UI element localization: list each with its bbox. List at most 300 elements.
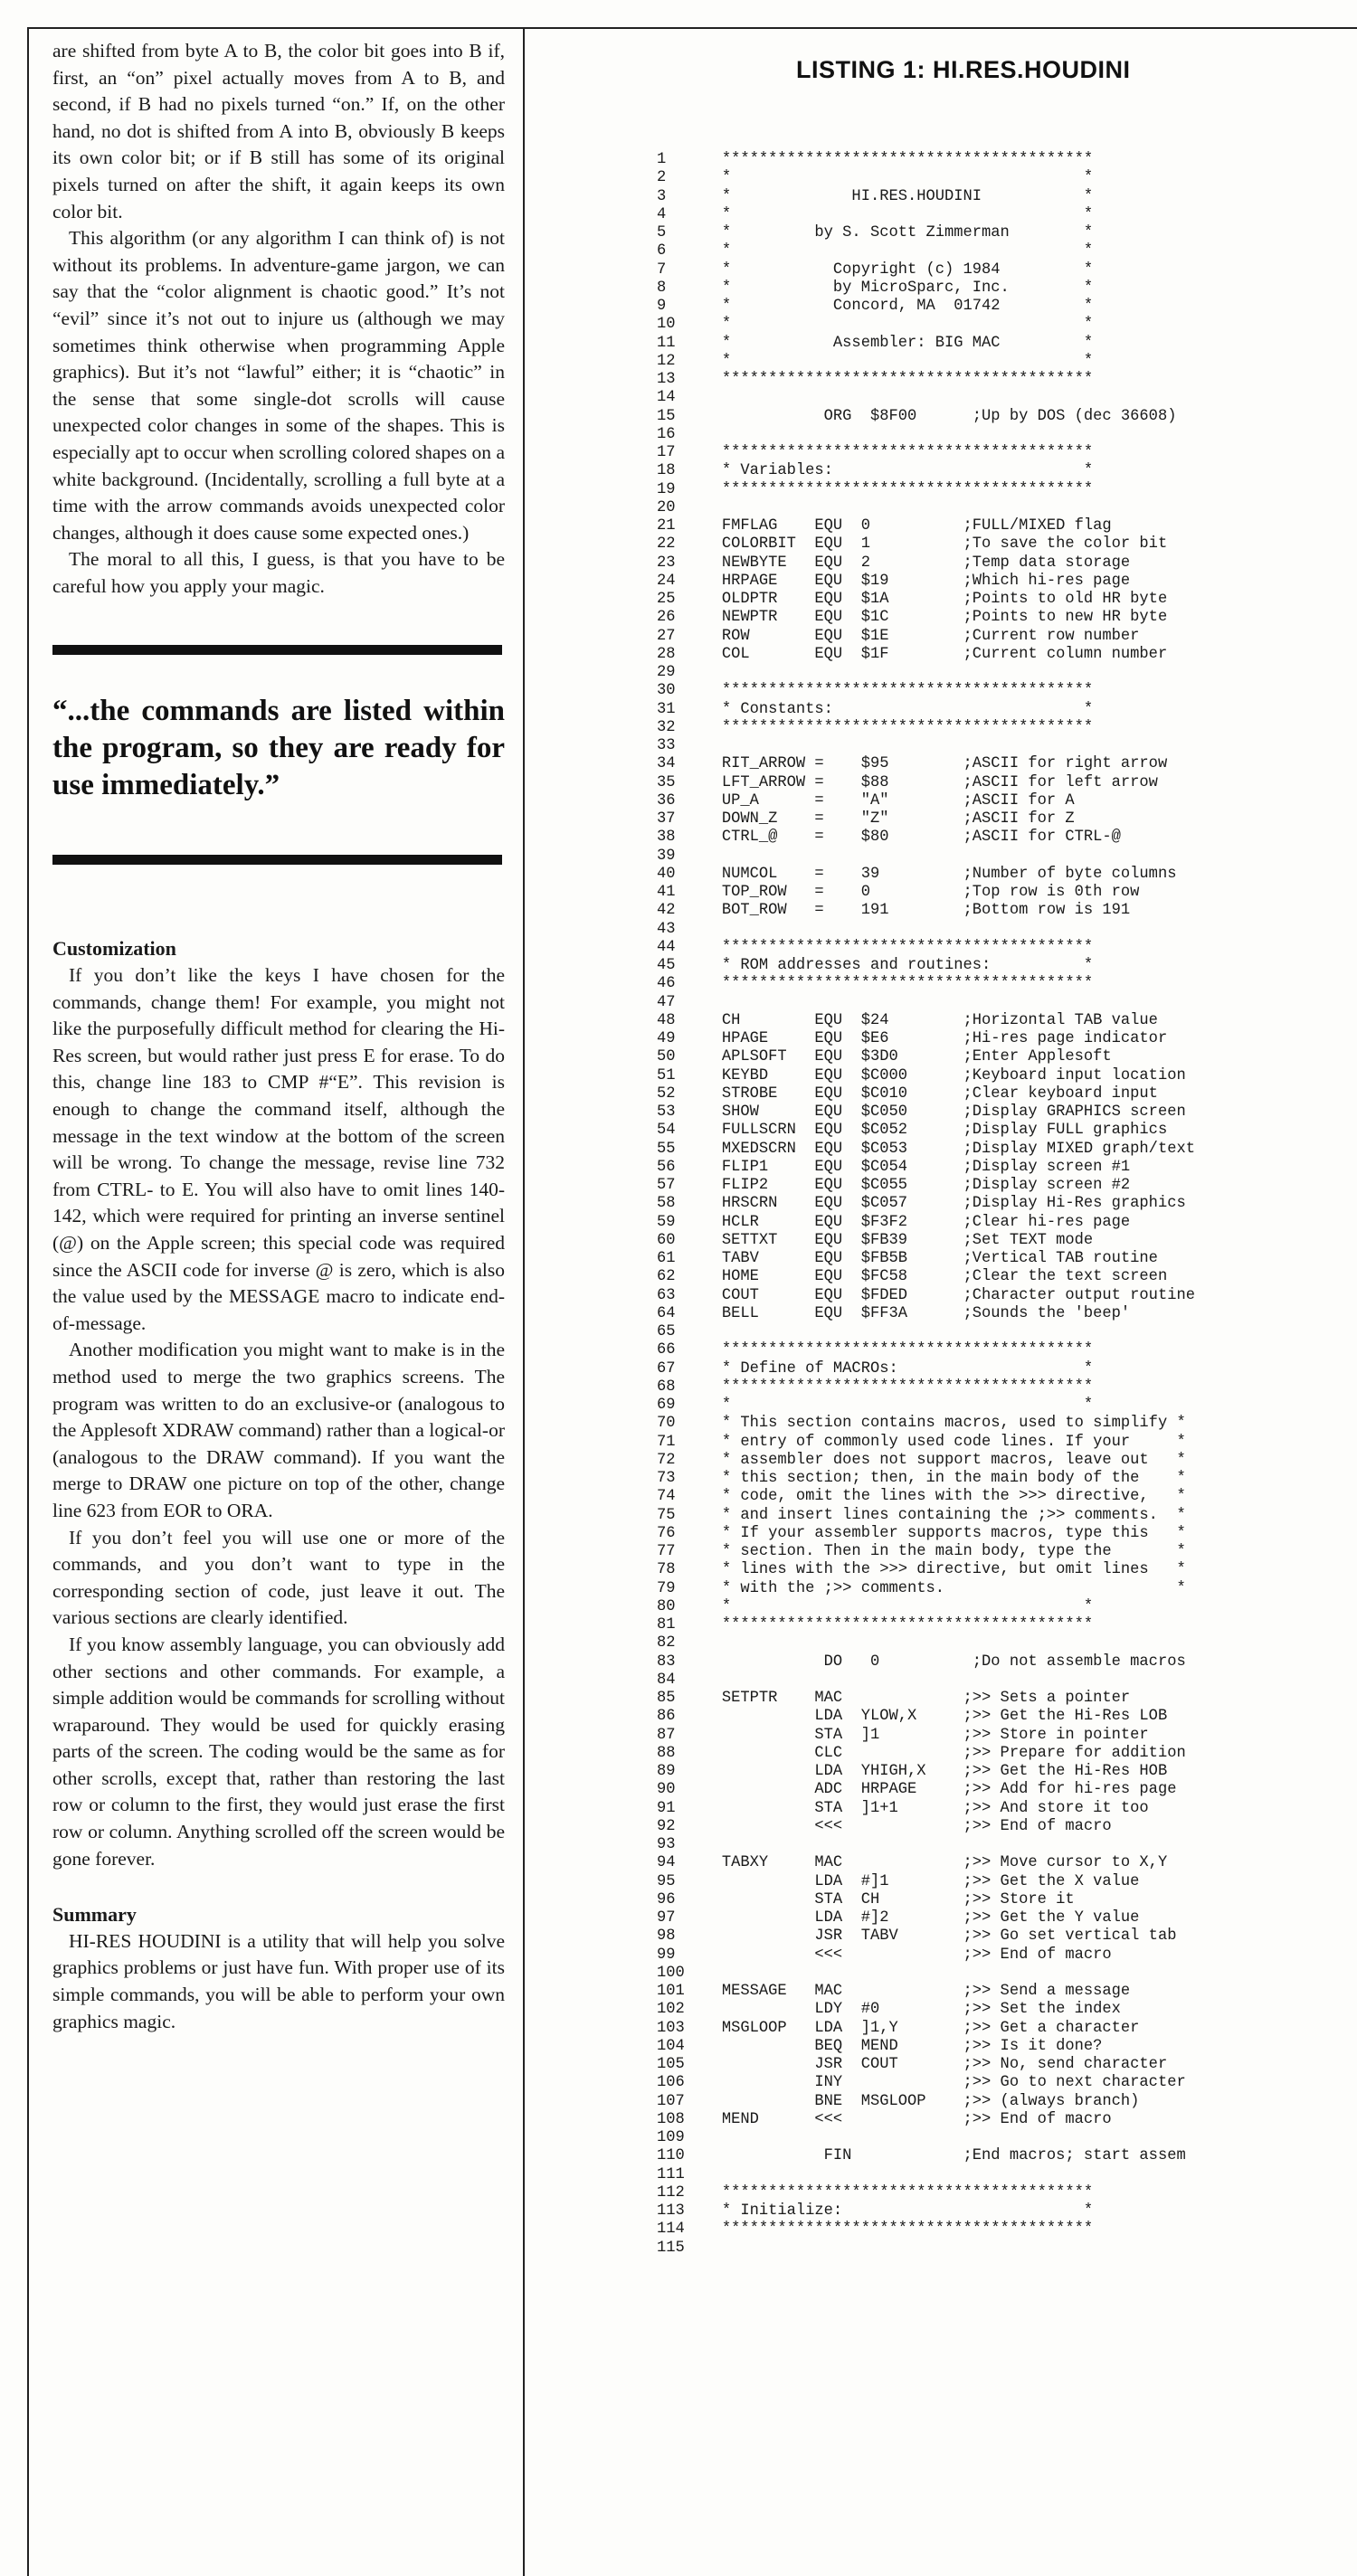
line-code: LFT_ARROW = $88 ;ASCII for left arrow (694, 773, 1158, 791)
line-code: * Constants: * (694, 700, 1094, 718)
line-number: 86 (657, 1708, 695, 1726)
line-code: * Copyright (c) 1984 * (694, 260, 1094, 279)
listing-line (657, 242, 1195, 260)
line-code: **************************************** (694, 718, 1094, 736)
listing-line (657, 1946, 1195, 1965)
line-number: 76 (657, 1524, 695, 1542)
line-number: 91 (657, 1799, 695, 1817)
line-number: 67 (657, 1359, 695, 1378)
line-code: FLIP2 EQU $C055 ;Display screen #2 (694, 1177, 1131, 1194)
line-code: BELL EQU $FF3A ;Sounds the 'beep' (694, 1304, 1131, 1322)
line-number: 56 (657, 1158, 695, 1176)
line-number: 18 (657, 462, 695, 480)
line-code: **************************************** (694, 938, 1094, 956)
listing-line (657, 1434, 1195, 1452)
line-number: 14 (657, 389, 695, 407)
listing-line (657, 609, 1195, 627)
listing-line (657, 261, 1195, 279)
listing-line (657, 2001, 1195, 2019)
line-code: COLORBIT EQU 1 ;To save the color bit (694, 535, 1168, 554)
line-number: 7 (657, 260, 695, 279)
listing-line (657, 389, 1195, 407)
line-number: 84 (657, 1671, 695, 1689)
line-number: 63 (657, 1286, 695, 1304)
line-code: SHOW EQU $C050 ;Display GRAPHICS screen (694, 1103, 1186, 1121)
line-number: 82 (657, 1634, 695, 1653)
line-number: 93 (657, 1836, 695, 1853)
listing-line (657, 975, 1195, 993)
line-number: 21 (657, 517, 695, 535)
line-number: 75 (657, 1506, 695, 1524)
line-number: 79 (657, 1579, 695, 1597)
listing-line (657, 2166, 1195, 2184)
listing-line (657, 2038, 1195, 2056)
listing-line (657, 884, 1195, 902)
body-paragraph: This algorithm (or any algorithm I can think of) is not without its problems. In adventure-game jargon, we can say that the “color alignment is chaotic good.” It’s not “evil” since it’s not out to injure us (although we may sometimes think otherwise when programming Apple graphics). But it’s not “lawful” either; it is “chaotic” in the sense that some single-dot scrolls will cause unexpected color changes in some of the shapes. This is especially apt to occur when scrolling colored shapes on a white background. (Incidentally, scrolling a full byte at a time with the arrow commands avoids unexpected color changes, although it does cause some expected ones.) (52, 227, 505, 544)
top-border-rule (27, 27, 1357, 29)
line-number: 92 (657, 1817, 695, 1835)
listing-line (657, 1507, 1195, 1525)
line-code: **************************************** (694, 444, 1094, 461)
line-code: * by MicroSparc, Inc. * (694, 279, 1094, 297)
line-number: 83 (657, 1653, 695, 1671)
line-number: 9 (657, 298, 695, 315)
pull-quote-bottom-rule (52, 855, 502, 865)
listing-line (657, 2093, 1195, 2111)
listing-line (657, 1672, 1195, 1690)
line-code: * If your assembler supports macros, type this * (694, 1524, 1186, 1542)
listing-line (657, 2147, 1195, 2165)
line-number: 65 (657, 1323, 695, 1340)
listing-line (657, 1452, 1195, 1470)
listing-line (657, 554, 1195, 573)
listing-line (657, 1268, 1195, 1286)
line-code: MSGLOOP LDA ]1,Y ;>> Get a character (694, 2019, 1140, 2037)
line-number: 87 (657, 1726, 695, 1744)
line-code: * lines with the >>> directive, but omit lines * (694, 1561, 1186, 1579)
listing-line (657, 829, 1195, 847)
listing-line (657, 719, 1195, 737)
listing-line (657, 921, 1195, 939)
line-number: 114 (657, 2221, 695, 2239)
line-number: 51 (657, 1066, 695, 1084)
line-number: 34 (657, 755, 695, 773)
listing-line (657, 151, 1195, 169)
line-number: 78 (657, 1561, 695, 1579)
line-number: 115 (657, 2239, 695, 2257)
line-code: * * (694, 169, 1094, 187)
line-code: TABXY MAC ;>> Move cursor to X,Y (694, 1854, 1168, 1872)
line-number: 102 (657, 2001, 695, 2019)
line-code: * Variables: * (694, 462, 1094, 480)
listing-line (657, 1488, 1195, 1506)
listing-line (657, 628, 1195, 646)
line-code: **************************************** (694, 1616, 1094, 1634)
line-number: 69 (657, 1397, 695, 1414)
line-number: 96 (657, 1890, 695, 1908)
line-code: STROBE EQU $C010 ;Clear keyboard input (694, 1084, 1158, 1103)
line-code: FIN ;End macros; start assem (694, 2147, 1186, 2165)
line-code: ORG $8F00 ;Up by DOS (dec 36608) (694, 407, 1177, 425)
listing-line (657, 1305, 1195, 1323)
line-number: 4 (657, 205, 695, 223)
line-number: 17 (657, 444, 695, 461)
listing-line (657, 1250, 1195, 1268)
listing-line (657, 426, 1195, 444)
line-code: FMFLAG EQU 0 ;FULL/MIXED flag (694, 517, 1112, 535)
line-number: 111 (657, 2165, 695, 2183)
listing-line (657, 1141, 1195, 1159)
line-number: 20 (657, 498, 695, 516)
listing-line (657, 224, 1195, 242)
line-number: 36 (657, 791, 695, 810)
listing-line (657, 1781, 1195, 1799)
listing-line (657, 444, 1195, 462)
listing-line (657, 994, 1195, 1012)
listing-line (657, 1159, 1195, 1177)
body-paragraph: The moral to all this, I guess, is that you have to be careful how you apply your magic. (52, 548, 505, 597)
listing-line (657, 2020, 1195, 2038)
listing-line (657, 1341, 1195, 1359)
line-number: 81 (657, 1616, 695, 1634)
line-number: 73 (657, 1470, 695, 1487)
listing-line (657, 1800, 1195, 1818)
line-code: FLIP1 EQU $C054 ;Display screen #1 (694, 1158, 1131, 1176)
line-number: 44 (657, 938, 695, 956)
line-number: 85 (657, 1690, 695, 1707)
line-number: 80 (657, 1597, 695, 1615)
listing-line (657, 2221, 1195, 2239)
listing-line (657, 2111, 1195, 2129)
line-code: FULLSCRN EQU $C052 ;Display FULL graphics (694, 1122, 1168, 1140)
line-number: 109 (657, 2129, 695, 2146)
line-code: TABV EQU $FB5B ;Vertical TAB routine (694, 1250, 1158, 1267)
line-number: 70 (657, 1415, 695, 1433)
line-code: * section. Then in the main body, type the * (694, 1543, 1186, 1560)
listing-line (657, 1085, 1195, 1103)
line-code: NUMCOL = 39 ;Number of byte columns (694, 865, 1177, 883)
listing-line (657, 1891, 1195, 1909)
listing-line (657, 737, 1195, 755)
pull-quote-top-rule (52, 645, 502, 655)
line-code: * entry of commonly used code lines. If your * (694, 1433, 1186, 1451)
line-number: 8 (657, 279, 695, 297)
line-code: **************************************** (694, 975, 1094, 993)
line-code: BEQ MEND ;>> Is it done? (694, 2037, 1103, 2055)
listing-line (657, 1103, 1195, 1122)
line-number: 48 (657, 1011, 695, 1029)
line-code: * * (694, 1397, 1094, 1414)
line-code: LDA #]1 ;>> Get the X value (694, 1872, 1140, 1890)
line-code: **************************************** (694, 151, 1094, 168)
line-code: **************************************** (694, 1378, 1094, 1396)
listing-line (657, 1287, 1195, 1305)
line-code: * * (694, 205, 1094, 223)
line-code: DO 0 ;Do not assemble macros (694, 1653, 1186, 1671)
listing-line (657, 2074, 1195, 2092)
listing-line (657, 1836, 1195, 1854)
line-code: HPAGE EQU $E6 ;Hi-res page indicator (694, 1030, 1168, 1047)
line-number: 112 (657, 2183, 695, 2202)
line-code: SETTXT EQU $FB39 ;Set TEXT mode (694, 1231, 1094, 1249)
line-code: * with the ;>> comments. * (694, 1579, 1186, 1597)
line-number: 23 (657, 554, 695, 572)
line-number: 3 (657, 187, 695, 205)
section-heading-customization: Customization (52, 937, 176, 961)
line-number: 60 (657, 1231, 695, 1249)
line-code: COL EQU $1F ;Current column number (694, 645, 1168, 663)
line-code: * and insert lines containing the ;>> comments. * (694, 1506, 1186, 1524)
line-number: 113 (657, 2202, 695, 2220)
line-code: LDA #]2 ;>> Get the Y value (694, 1909, 1140, 1927)
line-number: 12 (657, 352, 695, 370)
listing-line (657, 1983, 1195, 2001)
line-code: * Assembler: BIG MAC * (694, 334, 1094, 352)
line-number: 99 (657, 1946, 695, 1964)
line-code: * * (694, 242, 1094, 260)
line-number: 98 (657, 1927, 695, 1946)
line-code: <<< ;>> End of macro (694, 1817, 1112, 1835)
line-number: 52 (657, 1084, 695, 1103)
listing-line (657, 701, 1195, 719)
line-number: 108 (657, 2110, 695, 2128)
listing-line (657, 1470, 1195, 1488)
line-code: * This section contains macros, used to simplify * (694, 1415, 1186, 1433)
listing-line (657, 1927, 1195, 1946)
line-number: 22 (657, 535, 695, 554)
listing-line (657, 1323, 1195, 1341)
line-code: **************************************** (694, 480, 1094, 498)
listing-line (657, 1965, 1195, 1983)
line-code: * Define of MACROs: * (694, 1359, 1094, 1378)
listing-line (657, 499, 1195, 517)
line-number: 64 (657, 1304, 695, 1322)
line-code: OLDPTR EQU $1A ;Points to old HR byte (694, 591, 1168, 608)
listing-line (657, 792, 1195, 810)
line-number: 74 (657, 1488, 695, 1506)
line-code: NEWBYTE EQU 2 ;Temp data storage (694, 554, 1131, 572)
line-code: KEYBD EQU $C000 ;Keyboard input location (694, 1066, 1186, 1084)
listing-line (657, 481, 1195, 499)
listing-line (657, 1048, 1195, 1066)
listing-line (657, 774, 1195, 792)
line-code: * * (694, 1597, 1094, 1615)
line-number: 100 (657, 1964, 695, 1982)
line-number: 58 (657, 1195, 695, 1213)
listing-line (657, 939, 1195, 957)
listing-line (657, 848, 1195, 866)
line-number: 110 (657, 2147, 695, 2165)
line-code: * this section; then, in the main body of the * (694, 1470, 1186, 1487)
listing-line (657, 2240, 1195, 2258)
line-number: 66 (657, 1341, 695, 1359)
line-code: HOME EQU $FC58 ;Clear the text screen (694, 1268, 1168, 1286)
line-code: * code, omit the lines with the >>> directive, * (694, 1488, 1186, 1506)
listing-line (657, 1708, 1195, 1726)
line-code: DOWN_Z = "Z" ;ASCII for Z (694, 810, 1075, 828)
line-code: **************************************** (694, 682, 1094, 700)
listing-line (657, 298, 1195, 316)
listing-line (657, 866, 1195, 884)
listing-line (657, 810, 1195, 829)
line-code: * * (694, 316, 1094, 334)
listing-line (657, 2056, 1195, 2074)
line-number: 88 (657, 1744, 695, 1762)
line-number: 54 (657, 1122, 695, 1140)
line-code: JSR TABV ;>> Go set vertical tab (694, 1927, 1177, 1946)
line-number: 32 (657, 718, 695, 736)
line-code: BOT_ROW = 191 ;Bottom row is 191 (694, 902, 1131, 920)
listing-line (657, 169, 1195, 187)
line-code: LDA YHIGH,X ;>> Get the Hi-Res HOB (694, 1763, 1168, 1780)
line-number: 1 (657, 151, 695, 168)
line-number: 106 (657, 2074, 695, 2092)
line-number: 15 (657, 407, 695, 425)
body-paragraph: HI-RES HOUDINI is a utility that will help you solve graphics problems or just have fun. With proper use of its simple commands, you will be able to perform your own graphics magic. (52, 1929, 505, 2032)
line-code: RIT_ARROW = $95 ;ASCII for right arrow (694, 755, 1168, 773)
line-code: * by S. Scott Zimmerman * (694, 224, 1094, 242)
line-number: 90 (657, 1781, 695, 1799)
listing-line (657, 1690, 1195, 1708)
line-code: CH EQU $24 ;Horizontal TAB value (694, 1011, 1158, 1029)
line-code: MESSAGE MAC ;>> Send a message (694, 1983, 1131, 2000)
listing-line (657, 1561, 1195, 1579)
listing-line (657, 646, 1195, 664)
listing-line (657, 1415, 1195, 1433)
line-code: **************************************** (694, 371, 1094, 388)
listing-line (657, 1818, 1195, 1836)
line-number: 95 (657, 1872, 695, 1890)
body-paragraph: If you know assembly language, you can obviously add other sections and other commands. For example, a simple addition would be commands for scrolling without wraparound. They would be used for quickly erasing parts of the screen. The coding would be the same as for other scrolls, except that, rather than restoring the last row or column to the first, they would just erase the first row or column. Anything scrolled off the screen would be gone forever. (52, 1633, 505, 1870)
listing-line (657, 408, 1195, 426)
line-number: 72 (657, 1451, 695, 1469)
listing-line (657, 1122, 1195, 1140)
listing-line (657, 591, 1195, 609)
listing-line (657, 957, 1195, 975)
line-code: MXEDSCRN EQU $C053 ;Display MIXED graph/text (694, 1140, 1195, 1158)
listing-line (657, 1873, 1195, 1891)
line-number: 59 (657, 1213, 695, 1231)
line-code: SETPTR MAC ;>> Sets a pointer (694, 1690, 1131, 1707)
line-number: 94 (657, 1854, 695, 1872)
listing-line (657, 353, 1195, 371)
line-number: 2 (657, 169, 695, 187)
listing-line (657, 1745, 1195, 1763)
line-number: 33 (657, 737, 695, 754)
line-code: NEWPTR EQU $1C ;Points to new HR byte (694, 609, 1168, 627)
listing-line (657, 1598, 1195, 1616)
line-number: 28 (657, 645, 695, 663)
listing-title: LISTING 1: HI.RES.HOUDINI (796, 56, 1131, 83)
line-code: * Concord, MA 01742 * (694, 298, 1094, 315)
line-number: 27 (657, 627, 695, 645)
listing-line (657, 335, 1195, 353)
listing-line (657, 1634, 1195, 1653)
line-number: 24 (657, 572, 695, 590)
line-code: ROW EQU $1E ;Current row number (694, 627, 1140, 645)
line-code: MEND <<< ;>> End of macro (694, 2110, 1112, 2128)
line-number: 49 (657, 1030, 695, 1047)
line-number: 57 (657, 1177, 695, 1194)
listing-line (657, 1525, 1195, 1543)
line-code: * Initialize: * (694, 2202, 1094, 2220)
listing-line (657, 1909, 1195, 1927)
listing-line (657, 1727, 1195, 1745)
line-number: 55 (657, 1140, 695, 1158)
line-number: 29 (657, 664, 695, 681)
line-number: 10 (657, 316, 695, 334)
body-paragraph: Another modification you might want to make is in the method used to merge the two graphics screens. The program was written to do an exclusive-or (analogous to the Applesoft XDRAW command) rather than a logical-or (analogous to the DRAW command). If you want the merge to DRAW one picture on top of the other, change line 623 from EOR to ORA. (52, 1339, 505, 1521)
line-code: * ROM addresses and routines: * (694, 957, 1094, 974)
column-divider-rule (523, 27, 525, 2576)
line-number: 42 (657, 902, 695, 920)
line-number: 41 (657, 884, 695, 901)
listing-line (657, 1397, 1195, 1415)
line-code: **************************************** (694, 1341, 1094, 1359)
listing-line (657, 279, 1195, 298)
listing-line (657, 1543, 1195, 1561)
listing-line (657, 573, 1195, 591)
listing-line (657, 1580, 1195, 1598)
line-number: 16 (657, 425, 695, 443)
line-code: INY ;>> Go to next character (694, 2074, 1186, 2092)
line-number: 13 (657, 371, 695, 388)
line-number: 6 (657, 242, 695, 260)
line-code: HRSCRN EQU $C057 ;Display Hi-Res graphics (694, 1195, 1186, 1213)
line-code: * assembler does not support macros, leave out * (694, 1451, 1186, 1469)
line-number: 37 (657, 810, 695, 828)
listing-line (657, 371, 1195, 389)
listing-line (657, 1378, 1195, 1397)
body-paragraph: If you don’t like the keys I have chosen for the commands, change them! For example, you might not like the purposefully difficult method for clearing the Hi-Res screen, but would rather just press E for erase. To do this, change line 183 to CMP #“E”. This revision is enough to change the command itself, although the message in the text window at the bottom of the screen will be wrong. To change the message, revise line 732 from CTRL- to E. You will also have to omit lines 140-142, which were required for printing an inverse sentinel (@) on the Apple screen; this special code was required since the ASCII code for inverse @ is zero, which is also the value used by the MESSAGE macro to indicate end-of-message. (52, 964, 505, 1334)
line-code: CTRL_@ = $80 ;ASCII for CTRL-@ (694, 829, 1121, 847)
line-number: 89 (657, 1763, 695, 1780)
code-listing (657, 151, 1195, 2258)
listing-line (657, 188, 1195, 206)
listing-line (657, 462, 1195, 480)
line-number: 11 (657, 334, 695, 352)
line-number: 45 (657, 957, 695, 974)
line-number: 40 (657, 865, 695, 883)
listing-line (657, 206, 1195, 224)
line-number: 25 (657, 591, 695, 608)
line-number: 5 (657, 224, 695, 242)
line-code: HRPAGE EQU $19 ;Which hi-res page (694, 572, 1131, 590)
listing-line (657, 1854, 1195, 1872)
line-number: 68 (657, 1378, 695, 1396)
line-number: 71 (657, 1433, 695, 1451)
line-code: **************************************** (694, 2183, 1094, 2202)
listing-line (657, 1763, 1195, 1781)
line-number: 35 (657, 773, 695, 791)
line-number: 43 (657, 920, 695, 938)
listing-line (657, 902, 1195, 920)
listing-line (657, 755, 1195, 773)
line-code: CLC ;>> Prepare for addition (694, 1744, 1186, 1762)
line-code: TOP_ROW = 0 ;Top row is 0th row (694, 884, 1140, 901)
line-number: 31 (657, 700, 695, 718)
line-number: 104 (657, 2037, 695, 2055)
line-code: BNE MSGLOOP ;>> (always branch) (694, 2092, 1140, 2110)
pull-quote: “...the commands are listed within the program, so they are ready for use immediately.” (52, 695, 505, 802)
listing-line (657, 1177, 1195, 1195)
body-paragraph: If you don’t feel you will use one or more of the commands, and you don’t want to type in the corresponding section of code, just leave it out. The various sections are clearly identified. (52, 1526, 505, 1629)
left-border-rule (27, 27, 29, 2576)
line-number: 50 (657, 1048, 695, 1066)
line-number: 107 (657, 2092, 695, 2110)
line-code: * HI.RES.HOUDINI * (694, 187, 1094, 205)
listing-line (657, 1067, 1195, 1085)
